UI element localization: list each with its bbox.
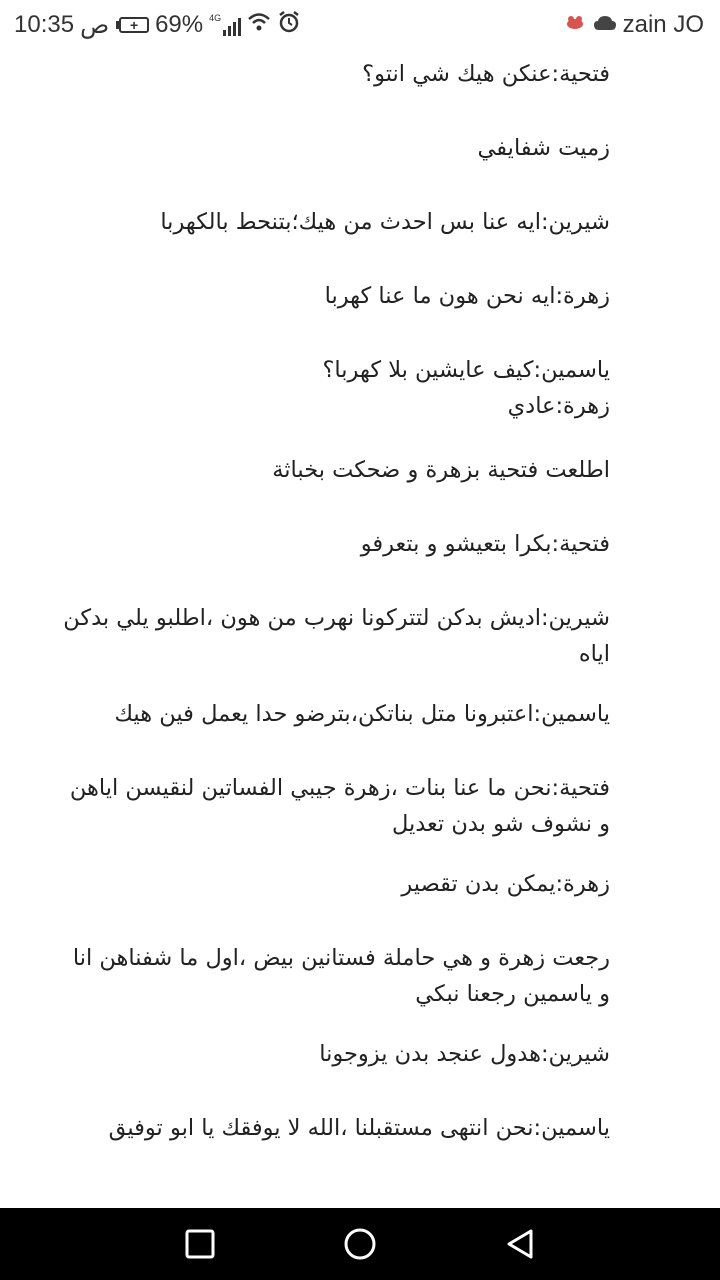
battery-icon: + (115, 17, 149, 33)
home-button[interactable] (342, 1226, 378, 1262)
story-paragraph (30, 1036, 610, 1072)
story-paragraph (30, 600, 610, 672)
navigation-bar (0, 1208, 720, 1280)
paragraph-line: زهرة:ايه نحن هون ما عنا كهربا (324, 283, 610, 309)
status-right (563, 8, 704, 42)
recent-apps-button[interactable] (182, 1226, 218, 1262)
network-type: 4G (209, 13, 222, 23)
carrier-name: zain JO (622, 11, 704, 38)
status-left (14, 8, 301, 42)
wifi-icon (247, 11, 271, 39)
paragraph-line: زهرة:يمكن بدن تقصير (401, 871, 610, 897)
paragraph-line: اطلعت فتحية بزهرة و ضحكت بخباثة (272, 457, 610, 483)
paragraph-line: شيرين:اديش بدكن لتتركونا نهرب من هون ،اطلبو يلي بدكن (63, 605, 610, 631)
story-paragraph (30, 940, 610, 1012)
paragraph-line: فتحية:نحن ما عنا بنات ،زهرة جيبي الفساتين لنقيسن اياهن (69, 775, 610, 801)
story-paragraph (30, 526, 610, 562)
battery-percent: 69% (155, 11, 204, 38)
paragraph-line: ياسمين:اعتبرونا متل بناتكن،بترضو حدا يعمل فين هيك (114, 701, 610, 727)
cloud-icon (593, 11, 617, 39)
paragraph-line: رجعت زهرة و هي حاملة فستانين بيض ،اول ما شفناهن انا (72, 945, 610, 971)
story-paragraph (30, 866, 610, 902)
paragraph-line: زميت شفايفي (477, 135, 610, 161)
paragraph-line: فتحية:عنكن هيك شي انتو؟ (362, 61, 610, 87)
signal-icon (209, 14, 241, 36)
story-paragraph (30, 56, 610, 92)
story-paragraph (30, 770, 610, 842)
story-paragraph (30, 352, 610, 424)
status-bar (0, 0, 720, 50)
status-time: 10:35 (14, 11, 75, 38)
paragraph-line: و نشوف شو بدن تعديل (391, 811, 610, 837)
paragraph-line: و ياسمين رجعنا نبكي (415, 981, 610, 1007)
status-am-pm: ص (80, 11, 110, 39)
back-button[interactable] (502, 1226, 538, 1262)
story-content[interactable] (0, 50, 720, 1208)
story-paragraph (30, 204, 610, 240)
circle-icon (342, 1226, 378, 1262)
story-paragraph (30, 1110, 610, 1146)
story-paragraph (30, 696, 610, 732)
back-triangle-icon (502, 1226, 538, 1262)
paragraph-line: اياه (578, 641, 610, 667)
paragraph-line: شيرين:هدول عنجد بدن يزوجونا (319, 1041, 610, 1067)
story-paragraph (30, 130, 610, 166)
alarm-icon (277, 10, 301, 41)
paragraph-line: فتحية:بكرا بتعيشو و بتعرفو (360, 531, 610, 557)
story-paragraph (30, 278, 610, 314)
paragraph-line: شيرين:ايه عنا بس احدث من هيك؛بتنحط بالكهربا (160, 209, 610, 235)
notification-icon (563, 11, 587, 39)
paragraph-line: زهرة:عادي (507, 393, 610, 419)
paragraph-line: ياسمين:كيف عايشين بلا كهربا؟ (322, 357, 610, 383)
square-icon (182, 1226, 218, 1262)
story-paragraph (30, 452, 610, 488)
paragraph-line: ياسمين:نحن انتهى مستقبلنا ،الله لا يوفقك يا ابو توفيق (108, 1115, 610, 1141)
